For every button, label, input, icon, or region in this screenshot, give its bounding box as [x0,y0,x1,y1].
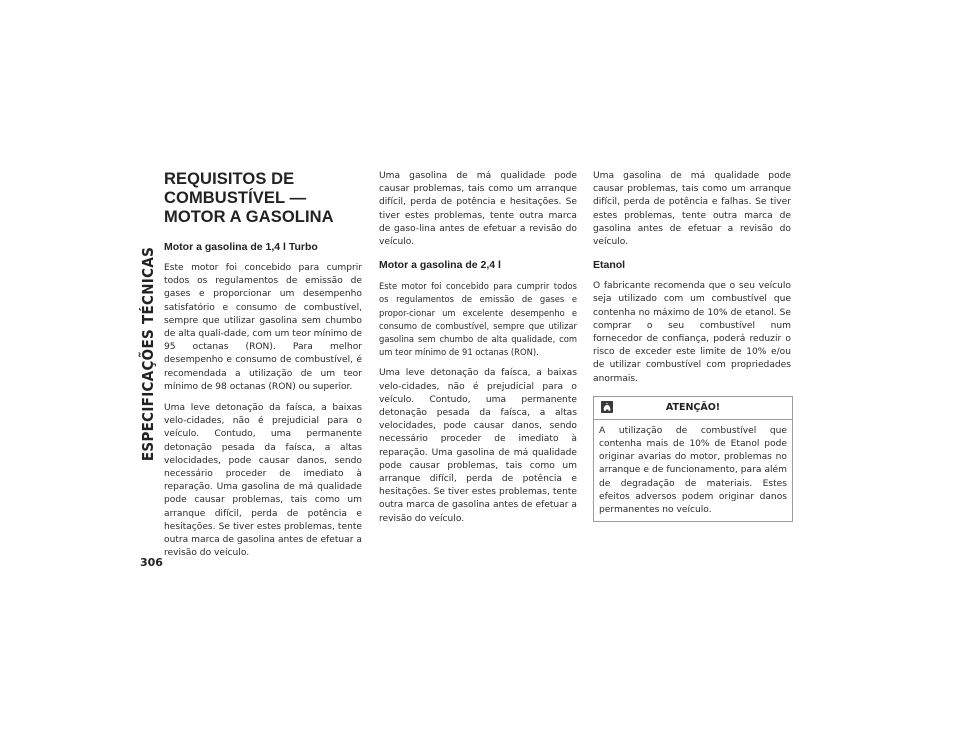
subheading-2-4: Motor a gasolina de 2,4 l [379,259,501,272]
paragraph: Uma leve detonação da faísca, a baixas velo-cidades, não é prejudicial para o veículo. Contudo, uma permanente detonação pesada da faísca, a altas velocidades, pode causar danos, sendo necessário proceder de imediato à reparação. Uma gasolina de má qualidade pode causar problemas, tais como um arranque difícil, perda de potência e hesitações. Se tiver estes problemas, tente outra marca de gasolina antes de efetuar a revisão do veículo. [164,403,362,559]
warning-title: ATENÇÃO! [665,401,721,413]
page-number: 306 [140,556,163,569]
paragraph: Uma gasolina de má qualidade pode causar problemas, tais como um arranque difícil, perda de potência e hesitações. Se tiver estes problemas, tente outra marca de gaso-lina antes de efetuar a revisão do veículo. [379,171,577,248]
warning-text: A utilização de combustível que contenha mais de 10% de Etanol pode originar avarias do motor, problemas no arranque e de funcionamento, para além de degradação de materiais. Estes efeitos adversos podem originar danos permanentes no veículo. [599,425,787,516]
warning-header [594,397,792,420]
warning-box [593,396,793,522]
paragraph: Este motor foi concebido para cumprir todos os regulamentos de emissão de gases e proporcionar um desempenho satisfatório e consumo de combustível, sempre que utilizar gasolina sem chumbo de alta quali-dade, com um teor mínimo de 95 octanas (RON). Para melhor desempenho e consumo de combustível, é recomendada a utilização de um teor mínimo de 98 octanas (RON) ou superior. [164,263,362,392]
column-2 [379,170,577,534]
subheading-etanol: Etanol [593,259,626,272]
paragraph: Uma leve detonação da faísca, a baixas velo-cidades, não é prejudicial para o veículo. Contudo, uma permanente detonação pesada da faísca, a altas velocidades, pode causar danos, sendo necessário proceder de imediato à reparação. Uma gasolina de má qualidade pode causar problemas, tais como um arranque difícil, perda de potência e hesitações. Se tiver estes problemas, tente outra marca de gasolina antes de efetuar a revisão do veículo. [379,368,577,524]
paragraph: O fabricante recomenda que o seu veículo seja utilizado com um combustível que contenha no máximo de 10% de etanol. Se comprar o seu combustível num fornecedor de confiança, poderá reduzir o risco de exceder este limite de 10% e/ou de utilizar combustível com propriedades anormais. [593,281,791,384]
warning-body [594,420,792,521]
subheading-1-4-turbo: Motor a gasolina de 1,4 l Turbo [164,241,318,253]
section-side-tab-label: ESPECIFICAÇÕES TÉCNICAS [139,246,157,462]
section-side-tab [137,168,159,540]
column-1 [164,170,362,568]
column-3 [593,170,791,522]
paragraph: Este motor foi concebido para cumprir todos os regulamentos de emissão de gases e propor-cionar um excelente desempenho e consumo de combustível, sempre que utilizar gasolina sem chumbo de alta qualidade, com um teor mínimo de 91 octanas (RON). [379,281,577,358]
section-heading: REQUISITOS DE COMBUSTÍVEL — MOTOR A GASOLINA [164,170,334,226]
paragraph: Uma gasolina de má qualidade pode causar problemas, tais como um arranque difícil, perda de potência e falhas. Se tiver estes problemas, tente outra marca de gasolina antes de efetuar a revisão do veículo. [593,171,791,248]
